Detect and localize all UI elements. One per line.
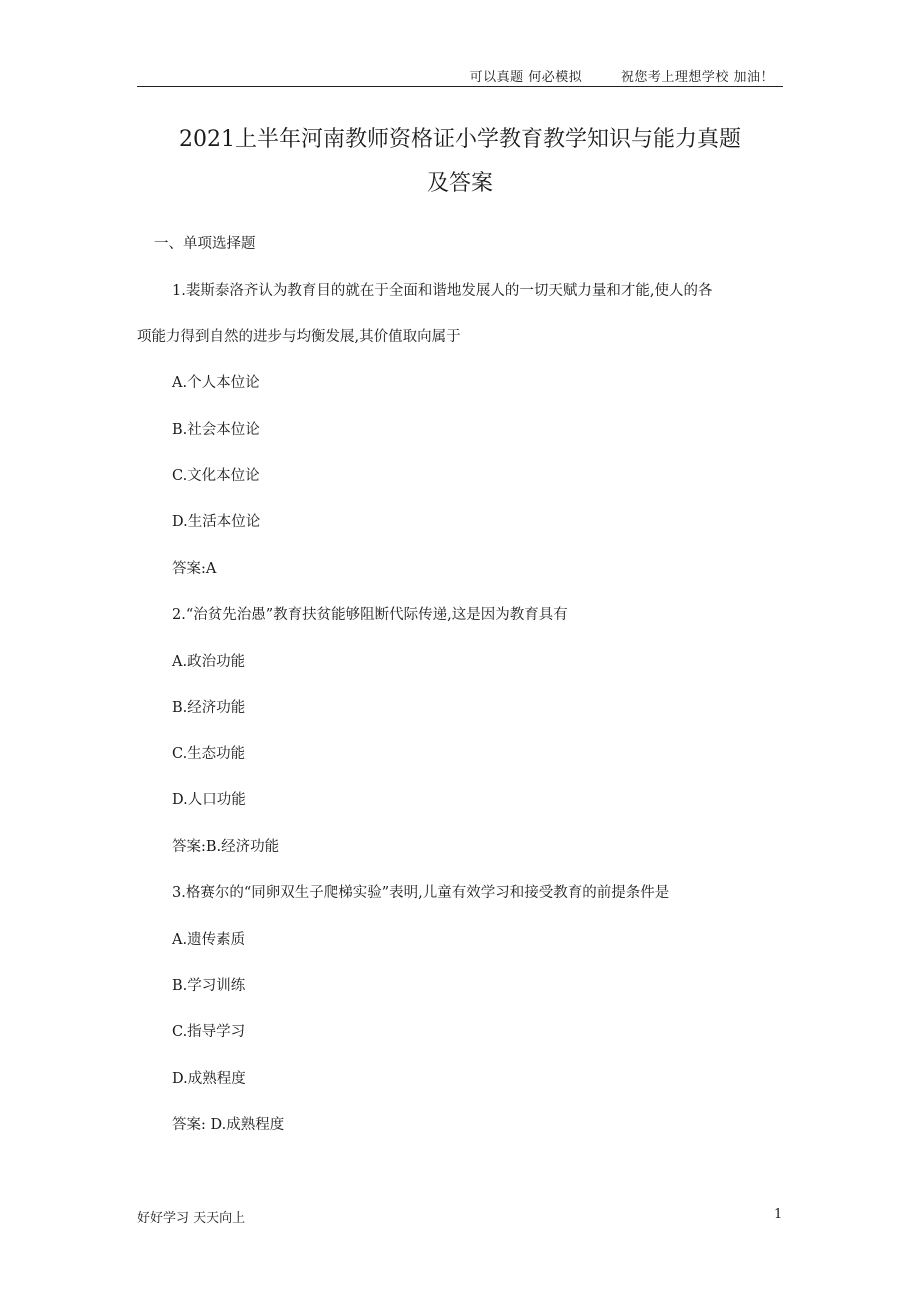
question-3-option-d: D.成熟程度 [172,1071,246,1087]
question-3-stem: 3.格赛尔的“同卵双生子爬梯实验”表明,儿童有效学习和接受教育的前提条件是 [172,885,670,901]
header-divider [137,86,783,87]
question-3-option-c: C.指导学习 [172,1024,246,1040]
question-2-answer: 答案:B.经济功能 [172,839,280,855]
question-3-answer: 答案: D.成熟程度 [172,1117,285,1133]
question-1-answer: 答案:A [172,561,217,577]
question-1-option-b: B.社会本位论 [172,422,260,438]
question-2-option-c: C.生态功能 [172,746,246,762]
footer-slogan: 好好学习 天天向上 [137,1211,246,1226]
question-3-option-a: A.遗传素质 [172,932,246,948]
page-header [470,66,774,85]
question-1-stem-line-2: 项能力得到自然的进步与均衡发展,其价值取向属于 [137,329,461,345]
header-right-text: 祝您考上理想学校 加油！ [620,70,774,85]
question-1-option-d: D.生活本位论 [172,514,261,530]
document-title [137,118,783,206]
question-2-option-a: A.政治功能 [172,654,246,670]
title-line-2: 及答案 [426,171,493,196]
title-line-1: 2021上半年河南教师资格证小学教育教学知识与能力真题 [179,127,741,152]
question-1-option-a: A.个人本位论 [172,375,260,391]
header-left-text: 可以真题 何必模拟 [469,70,583,85]
question-2-stem: 2.“治贫先治愚”教育扶贫能够阻断代际传递,这是因为教育具有 [172,607,568,623]
section-heading: 一、单项选择题 [154,236,256,252]
question-1-stem-line-1: 1.裴斯泰洛齐认为教育目的就在于全面和谐地发展人的一切天赋力量和才能,使人的各 [172,283,713,299]
question-2-option-d: D.人口功能 [172,792,246,808]
question-2-option-b: B.经济功能 [172,700,246,716]
question-3-option-b: B.学习训练 [172,978,246,994]
question-1-option-c: C.文化本位论 [172,468,260,484]
page-number: 1 [774,1207,783,1222]
